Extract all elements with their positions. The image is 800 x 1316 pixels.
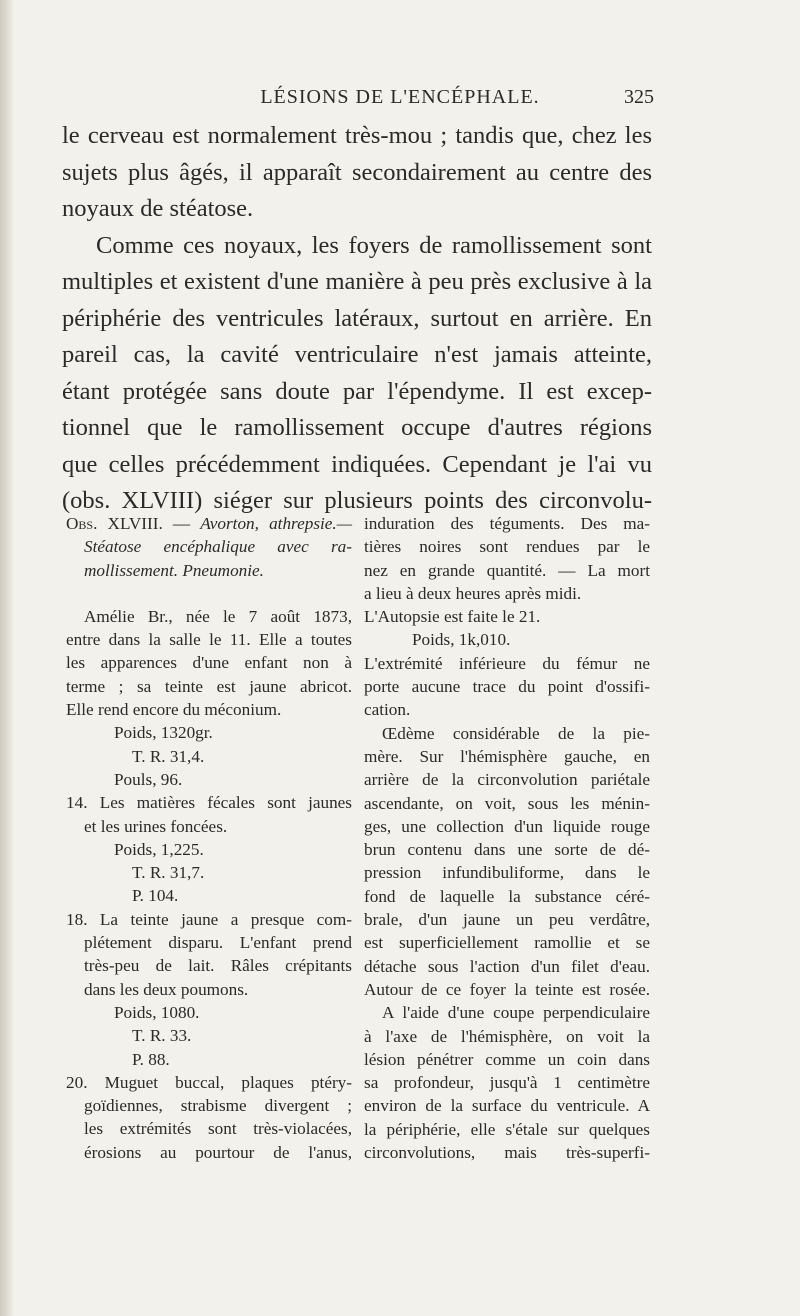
- text-line: la périphérie, elle s'étale sur quelques: [364, 1119, 650, 1139]
- observation-title: Avorton, athrepsie.—: [200, 514, 352, 533]
- measurement-line: T. R. 31,4.: [132, 746, 205, 766]
- measurement-line: Poids, 1080.: [114, 1002, 200, 1022]
- text-line: a lieu à deux heures après midi.: [364, 583, 582, 603]
- observation-right-column: [364, 512, 650, 1164]
- text-line: circonvolutions, mais très-superfi-: [364, 1143, 650, 1163]
- text-line: 18. La teinte jaune a presque com-: [66, 909, 352, 929]
- text-line: ascendante, on voit, sous les ménin-: [364, 793, 650, 813]
- text-line: lésion pénétrer comme un coin dans: [364, 1049, 650, 1069]
- text-line: Œdème considérable de la pie-: [382, 723, 650, 743]
- text-line: étant protégée sans doute par l'épendyme. Il est excep-: [62, 377, 652, 405]
- page-number: 325: [624, 86, 654, 108]
- observation-title: mollissement. Pneumonie.: [84, 560, 264, 580]
- text-line: (obs. XLVIII) siéger sur plusieurs points des circonvolu-: [62, 487, 652, 514]
- text-line: brun contenu dans une sorte de dé-: [364, 840, 650, 860]
- text-line: fond de laquelle la substance céré-: [364, 886, 650, 906]
- text-line: pareil cas, la cavité ventriculaire n'est jamais atteinte,: [62, 341, 652, 368]
- text-line: mère. Sur l'hémisphère gauche, en: [364, 746, 650, 766]
- text-line: arrière de la circonvolution pariétale: [364, 770, 650, 790]
- text-line: terme ; sa teinte est jaune abricot.: [66, 676, 352, 696]
- text-line: nez en grande quantité. — La mort: [364, 560, 650, 580]
- text-line: A l'aide d'une coupe perpendiculaire: [382, 1003, 650, 1023]
- measurement-line: Poids, 1k,010.: [412, 630, 511, 650]
- main-paragraph: [62, 118, 652, 520]
- measurement-line: T. R. 33.: [132, 1026, 192, 1046]
- text-line: L'extrémité inférieure du fémur ne: [364, 653, 650, 673]
- text-line: détache sous l'action d'un filet d'eau.: [364, 956, 650, 976]
- observation-label: Obs. XLVIII. —: [66, 514, 191, 533]
- text-line: érosions au pourtour de l'anus,: [84, 1142, 352, 1162]
- measurement-line: Pouls, 96.: [114, 769, 183, 789]
- text-line: 14. Les matières fécales sont jaunes: [66, 793, 352, 813]
- text-line: goïdiennes, strabisme divergent ;: [84, 1096, 352, 1116]
- text-line: entre dans la salle le 11. Elle a toutes: [66, 630, 352, 650]
- text-line: Elle rend encore du méconium.: [66, 700, 282, 720]
- running-head: [0, 86, 800, 112]
- text-line: pression infundibuliforme, dans le: [364, 863, 650, 883]
- text-line: multiples et existent d'une manière à peu près exclusive à la: [62, 268, 652, 295]
- text-line: L'Autopsie est faite le 21.: [364, 607, 541, 627]
- text-line: est superficiellement ramollie et se: [364, 933, 650, 953]
- text-line: plétement disparu. L'enfant prend: [84, 933, 352, 953]
- text-line: les apparences d'une enfant non à: [66, 653, 352, 673]
- text-line: Autour de ce foyer la teinte est rosée.: [364, 979, 650, 999]
- measurement-line: P. 104.: [132, 886, 179, 906]
- page-edge-shadow: [0, 0, 14, 1316]
- observation-left-column: [66, 512, 352, 1164]
- text-line: Amélie Br., née le 7 août 1873,: [84, 606, 352, 626]
- text-line: environ de la surface du ventricule. A: [364, 1096, 650, 1116]
- text-line: induration des téguments. Des ma-: [364, 514, 650, 533]
- text-line: dans les deux poumons.: [84, 979, 249, 999]
- observation-title: Stéatose encéphalique avec ra-: [84, 537, 352, 557]
- text-line: tières noires sont rendues par le: [364, 537, 650, 557]
- text-line: noyaux de stéatose.: [62, 195, 254, 222]
- running-title: LÉSIONS DE L'ENCÉPHALE.: [260, 86, 540, 108]
- text-line: périphérie des ventricules latéraux, surtout en arrière. En: [62, 304, 652, 332]
- text-line: sa profondeur, jusqu'à 1 centimètre: [364, 1073, 650, 1093]
- text-line: Comme ces noyaux, les foyers de ramollissement sont: [96, 231, 652, 259]
- text-line: tionnel que le ramollissement occupe d'autres régions: [62, 414, 652, 441]
- measurement-line: P. 88.: [132, 1049, 170, 1069]
- text-line: à l'axe de l'hémisphère, on voit la: [364, 1026, 650, 1046]
- text-line: ges, une collection d'un liquide rouge: [364, 816, 650, 836]
- measurement-line: Poids, 1,225.: [114, 839, 204, 859]
- measurement-line: Poids, 1320gr.: [114, 723, 213, 743]
- text-line: porte aucune trace du point d'ossifi-: [364, 677, 650, 697]
- text-line: et les urines foncées.: [84, 816, 228, 836]
- text-line: brale, d'un jaune un peu verdâtre,: [364, 910, 650, 930]
- text-line: que celles précédemment indiquées. Cependant je l'ai vu: [62, 450, 652, 478]
- measurement-line: T. R. 31,7.: [132, 863, 205, 883]
- text-line: très-peu de lait. Râles crépitants: [84, 956, 352, 976]
- text-line: le cerveau est normalement très-mou ; tandis que, chez les: [62, 122, 652, 149]
- text-line: sujets plus âgés, il apparaît secondairement au centre des: [62, 158, 652, 186]
- text-line: 20. Muguet buccal, plaques ptéry-: [66, 1072, 352, 1092]
- text-line: cation.: [364, 700, 411, 720]
- text-line: les extrémités sont très-violacées,: [84, 1119, 352, 1139]
